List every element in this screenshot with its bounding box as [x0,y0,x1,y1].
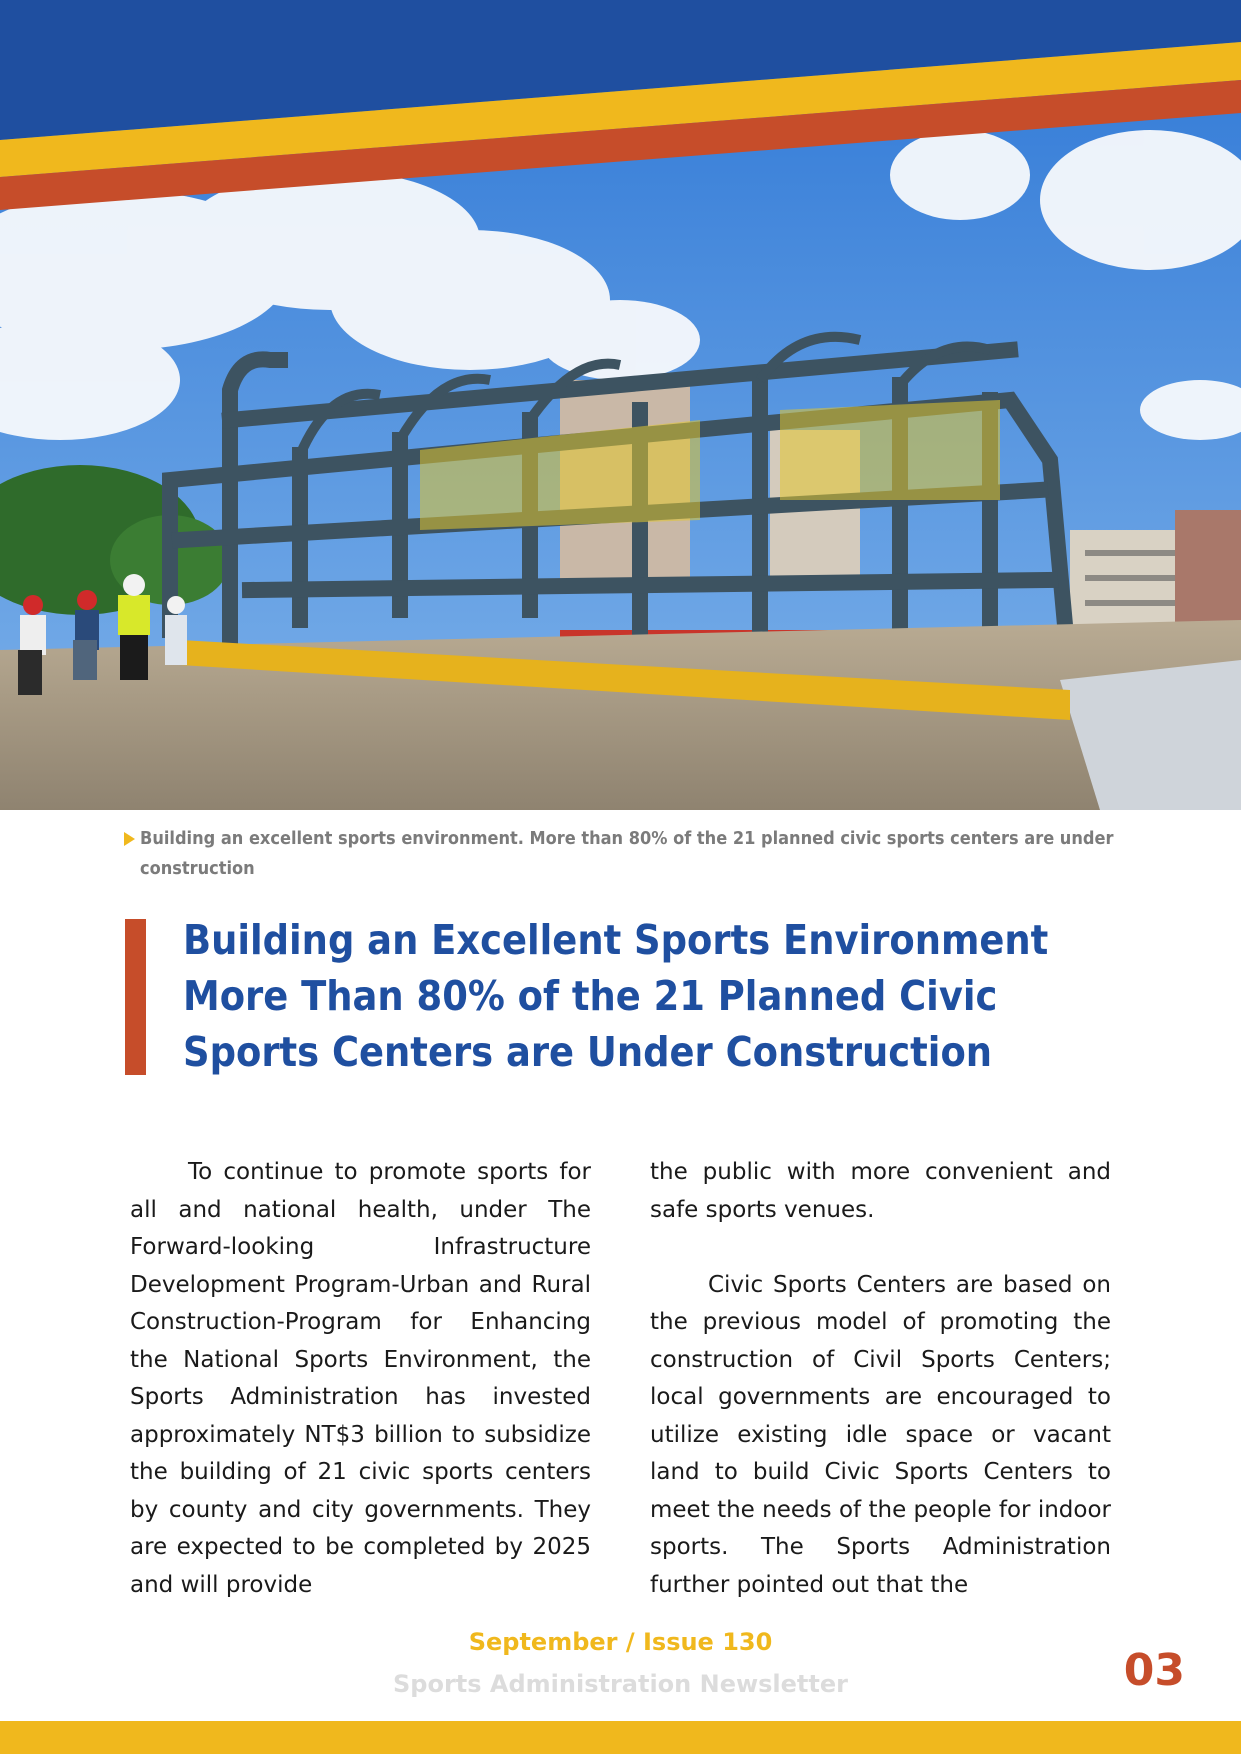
footer-publication: Sports Administration Newsletter [392,1670,848,1698]
construction-site-photo [0,0,1241,810]
page-number: 03 [1123,1645,1185,1696]
title-accent-bar [125,919,146,1075]
article-paragraph: To continue to promote sports for all and national health, under The Forward-looking Infrastructure Development Program-Urban and Rural Construction-Program for Enhancing the National Sports Environment, the Sports Administration has invested approximately NT$3 billion to subsidize the building of 21 civic sports centers by county and city governments. They are expected to be completed by 2025 and will provide [130,1159,591,1598]
photo-caption [124,824,1124,884]
article-column-left [130,1154,591,1604]
caption-arrow-icon [124,832,135,846]
article-title: Building an Excellent Sports Environment More Than 80% of the 21 Planned Civic Sports Centers are Under Construction [183,916,1049,1076]
article-paragraph: Civic Sports Centers are based on the previous model of promoting the construction of Civil Sports Centers; local governments are encouraged to utilize existing idle space or vacant land to build Civic Sports Centers to meet the needs of the people for indoor sports. The Sports Administration further pointed out that the [650,1271,1111,1598]
article-column-right [650,1154,1111,1604]
footer-band [0,1721,1241,1754]
article-paragraph-continued: the public with more convenient and safe sports venues. [650,1159,1111,1223]
footer-issue: September / Issue 130 [468,1628,773,1656]
caption-text: Building an excellent sports environment. More than 80% of the 21 planned civic sports centers are under construction [140,828,1114,879]
